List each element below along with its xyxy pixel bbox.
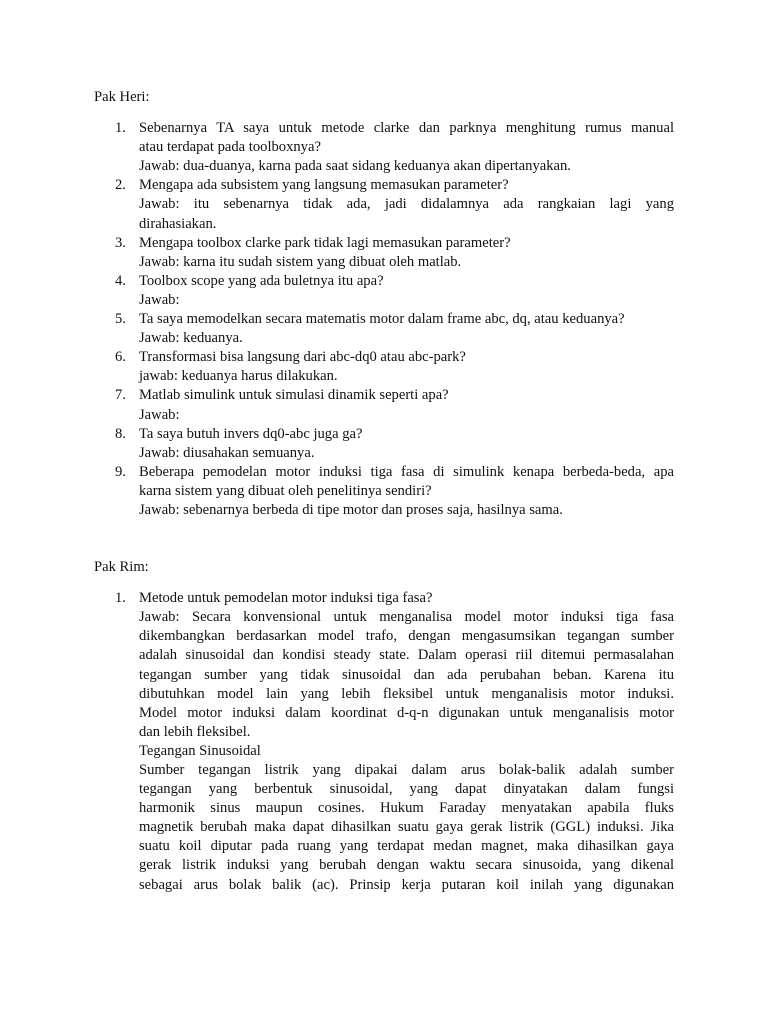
text-line: Jawab: dua-duanya, karna pada saat sidang keduanya akan dipertanyakan. — [139, 158, 571, 175]
list-item — [94, 234, 674, 272]
item-number: 5. — [115, 311, 126, 328]
item-number: 1. — [115, 590, 126, 607]
text-line: Mengapa toolbox clarke park tidak lagi memasukan parameter? — [139, 234, 511, 251]
item-number: 9. — [115, 463, 126, 480]
list-item — [94, 348, 674, 386]
text-line: jawab: keduanya harus dilakukan. — [139, 368, 338, 385]
text-line: gerak listrik induksi yang berubah dengan waktu secara sinusoida, yang dikenal — [139, 857, 674, 874]
item-number: 1. — [115, 120, 126, 137]
text-line: Model motor induksi dalam koordinat d-q-n digunakan untuk menganalisis motor — [139, 704, 674, 721]
text-line: tegangan sumber yang tidak sinusoidal dan ada perubahan beban. Karena itu — [139, 666, 674, 683]
text-line: Toolbox scope yang ada buletnya itu apa? — [139, 272, 384, 289]
text-line: suatu koil diputar pada ruang yang terdapat medan magnet, maka dihasilkan gaya — [139, 838, 674, 855]
item-number: 7. — [115, 387, 126, 404]
text-line: Mengapa ada subsistem yang langsung memasukan parameter? — [139, 177, 509, 194]
item-number: 3. — [115, 234, 126, 251]
list-item — [94, 119, 674, 176]
section-heading: Pak Rim: — [94, 559, 149, 576]
text-line: Ta saya memodelkan secara matematis motor dalam frame abc, dq, atau keduanya? — [139, 311, 625, 328]
list-item — [94, 272, 674, 310]
text-line: Beberapa pemodelan motor induksi tiga fasa di simulink kenapa berbeda-beda, apa — [139, 463, 674, 480]
section-pak-rim — [94, 558, 674, 895]
text-line: tegangan yang berbentuk sinusoidal, yang dapat dinyatakan dalam fungsi — [139, 781, 674, 798]
text-line: dibutuhkan model lain yang lebih fleksibel untuk menganalisis motor induksi. — [139, 685, 674, 702]
text-line: harmonik sinus maupun cosines. Hukum Faraday menyatakan apabila fluks — [139, 800, 674, 817]
item-number: 8. — [115, 425, 126, 442]
text-line: dikembangkan berdasarkan model trafo, dengan mengasumsikan tegangan sumber — [139, 628, 674, 645]
text-line: Jawab: diusahakan semuanya. — [139, 444, 315, 461]
text-line: Metode untuk pemodelan motor induksi tiga fasa? — [139, 590, 433, 607]
list-item — [94, 425, 674, 463]
text-line: Jawab: sebenarnya berbeda di tipe motor dan proses saja, hasilnya sama. — [139, 501, 563, 518]
text-line: dan lebih fleksibel. — [139, 723, 251, 740]
text-line: Sumber tegangan listrik yang dipakai dalam arus bolak-balik adalah sumber — [139, 762, 674, 778]
section-heading: Pak Heri: — [94, 89, 150, 105]
text-line: Sebenarnya TA saya untuk metode clarke dan parknya menghitung rumus manual — [139, 120, 674, 137]
text-line: Jawab: Secara konvensional untuk menganalisa model motor induksi tiga fasa — [139, 609, 674, 626]
text-line: dirahasiakan. — [139, 215, 217, 232]
question-list — [94, 119, 674, 520]
text-line: Tegangan Sinusoidal — [139, 742, 261, 759]
list-item — [94, 589, 674, 895]
list-item — [94, 310, 674, 348]
text-line: Jawab: itu sebenarnya tidak ada, jadi didalamnya ada rangkaian lagi yang — [139, 196, 674, 213]
text-line: magnetik berubah maka dapat dihasilkan suatu gaya gerak listrik (GGL) induksi. Jika — [139, 819, 674, 836]
text-line: Jawab: — [139, 291, 180, 308]
text-line: atau terdapat pada toolboxnya? — [139, 139, 321, 156]
item-number: 2. — [115, 177, 126, 194]
text-line: adalah sinusoidal dan kondisi steady state. Dalam operasi riil ditemui permasalahan — [139, 647, 674, 664]
text-line: Jawab: — [139, 406, 180, 423]
text-line: Ta saya butuh invers dq0-abc juga ga? — [139, 425, 363, 442]
list-item — [94, 386, 674, 424]
text-line: karna sistem yang dibuat oleh penelitinya sendiri? — [139, 482, 432, 499]
question-list — [94, 589, 674, 895]
section-pak-heri — [94, 88, 674, 520]
list-item — [94, 463, 674, 520]
item-number: 4. — [115, 272, 126, 289]
item-number: 6. — [115, 349, 126, 366]
list-item — [94, 176, 674, 233]
text-line: Matlab simulink untuk simulasi dinamik seperti apa? — [139, 387, 449, 404]
text-line: Jawab: karna itu sudah sistem yang dibuat oleh matlab. — [139, 253, 462, 270]
text-line: Transformasi bisa langsung dari abc-dq0 atau abc-park? — [139, 349, 466, 366]
text-line: Jawab: keduanya. — [139, 330, 243, 347]
text-line: sebagai arus bolak balik (ac). Prinsip kerja putaran koil inilah yang digunakan — [139, 876, 674, 893]
